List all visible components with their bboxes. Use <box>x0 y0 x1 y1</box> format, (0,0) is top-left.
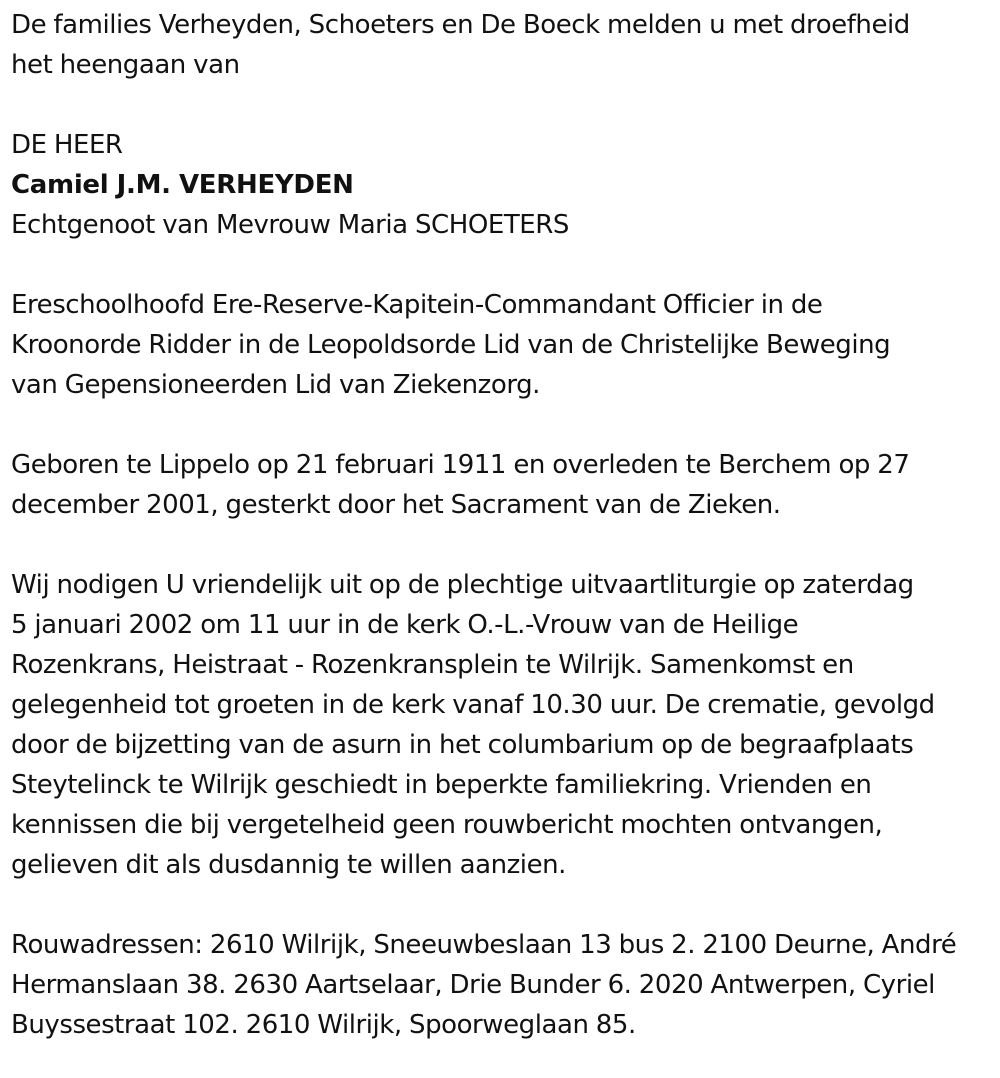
spacer <box>11 525 1000 565</box>
spacer <box>11 85 1000 125</box>
spacer <box>11 405 1000 445</box>
honorific-title: DE HEER <box>11 130 123 160</box>
addresses-text: Rouwadressen: 2610 Wilrijk, Sneeuwbeslaan 13 bus 2. 2100 Deurne, André Hermanslaan 38. 2630 Aartselaar, Drie Bunder 6. 2020 Antwerpen, Cyriel Buyssestraat 102. 2610 Wilrijk, Spoorweglaan 85. <box>11 930 957 1040</box>
deceased-name: Camiel J.M. VERHEYDEN <box>11 170 354 200</box>
intro-text: De families Verheyden, Schoeters en De Boeck melden u met droefheid het heengaan van <box>11 10 910 80</box>
spacer <box>11 245 1000 285</box>
honors-text: Ereschoolhoofd Ere-Reserve-Kapitein-Commandant Officier in de Kroonorde Ridder in de Leopoldsorde Lid van de Christelijke Beweging van Gepensioneerden Lid van Ziekenzorg. <box>11 290 891 400</box>
funeral-text: Wij nodigen U vriendelijk uit op de plechtige uitvaartliturgie op zaterdag 5 januari 2002 om 11 uur in de kerk O.-L.-Vrouw van de Heilige Rozenkrans, Heistraat - Rozenkransplein te Wilrijk. Samenkomst en gelegenheid tot groeten in de kerk vanaf 10.30 uur. De crematie, gevolgd door de bijzetting van de asurn in het columbarium op de begraafplaats Steytelinck te Wilrijk geschiedt in beperkte familiekring. Vrienden en kennissen die bij vergetelheid geen rouwbericht mochten ontvangen, gelieven dit als dusdannig te willen aanzien. <box>11 570 935 880</box>
spouse-line: Echtgenoot van Mevrouw Maria SCHOETERS <box>11 210 569 240</box>
birth-death-text: Geboren te Lippelo op 21 februari 1911 en overleden te Berchem op 27 december 2001, gesterkt door het Sacrament van de Zieken. <box>11 450 910 520</box>
spacer <box>11 885 1000 925</box>
